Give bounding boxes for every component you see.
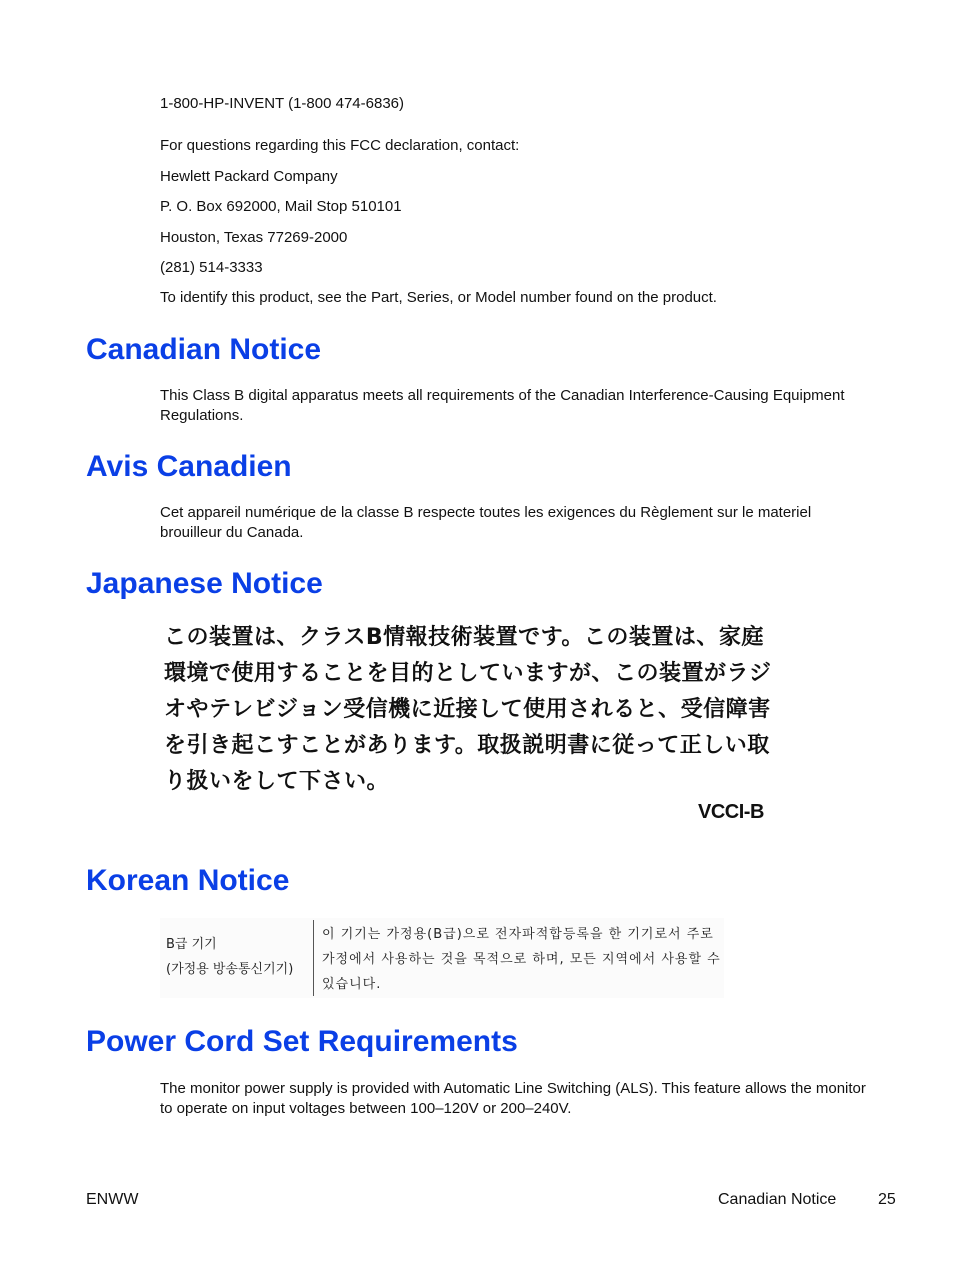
fcc-company: Hewlett Packard Company <box>160 168 338 185</box>
footer-section: Canadian Notice <box>718 1191 837 1208</box>
footer-left: ENWW <box>86 1191 139 1208</box>
korean-class-line2: (가정용 방송통신기기) <box>166 962 294 977</box>
power-cord-body: The monitor power supply is provided with Automatic Line Switching (ALS). This feature allows the monitor to operate on input voltages between 100–120V or 200–240V. <box>160 1080 866 1117</box>
avis-canadien-heading: Avis Canadien <box>86 450 292 483</box>
fcc-contact-phone: (281) 514-3333 <box>160 259 263 276</box>
japanese-notice-heading: Japanese Notice <box>86 567 323 600</box>
korean-notice-heading: Korean Notice <box>86 864 290 897</box>
canadian-notice-body: This Class B digital apparatus meets all requirements of the Canadian Interference-Causing Equipment Regulations. <box>160 387 845 424</box>
korean-class-line1: B급 기기 <box>166 937 217 952</box>
fcc-contact-intro: For questions regarding this FCC declaration, contact: <box>160 137 520 154</box>
korean-class-label <box>166 932 312 982</box>
fcc-phone: 1-800-HP-INVENT (1-800 474-6836) <box>160 95 405 112</box>
fcc-identify: To identify this product, see the Part, Series, or Model number found on the product. <box>160 289 717 306</box>
power-cord-heading: Power Cord Set Requirements <box>86 1025 518 1058</box>
korean-notice-box <box>160 918 724 998</box>
japanese-notice-text: この装置は、クラスB情報技術装置です。この装置は、家庭環境で使用することを目的としていますが、この装置がラジオやテレビジョン受信機に近接して使用されると、受信障害を引き起こすことがあります。取扱説明書に従って正しい取り扱いをして下さい。 <box>164 625 772 794</box>
korean-divider <box>313 920 314 996</box>
avis-canadien-body: Cet appareil numérique de la classe B respecte toutes les exigences du Règlement sur le materiel brouilleur du Canada. <box>160 504 812 541</box>
korean-notice-text: 이 기기는 가정용(B급)으로 전자파적합등록을 한 기기로서 주로 가정에서 사용하는 것을 목적으로 하며, 모든 지역에서 사용할 수 있습니다. <box>322 927 721 992</box>
vcci-mark: VCCI-B <box>698 801 764 823</box>
footer-page-number: 25 <box>878 1191 896 1208</box>
fcc-city: Houston, Texas 77269-2000 <box>160 229 348 246</box>
canadian-notice-heading: Canadian Notice <box>86 333 322 366</box>
fcc-po-box: P. O. Box 692000, Mail Stop 510101 <box>160 198 402 215</box>
